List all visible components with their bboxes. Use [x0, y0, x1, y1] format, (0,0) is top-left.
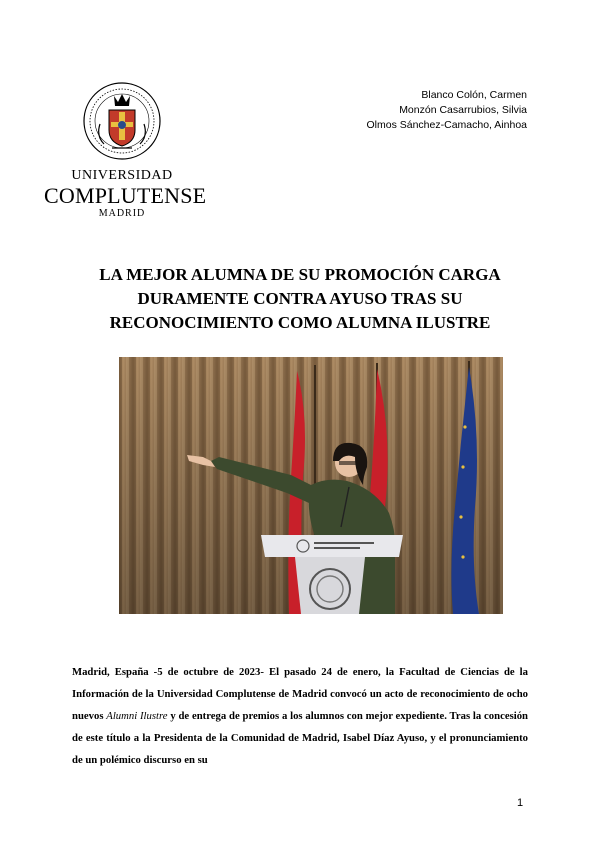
logo-line-madrid: MADRID	[98, 208, 146, 219]
article-body	[72, 661, 528, 771]
article-photo	[119, 357, 503, 614]
author-name: Monzón Casarrubios, Silvia	[399, 104, 527, 116]
university-seal-icon	[82, 80, 162, 162]
headline-line: LA MEJOR ALUMNA DE SU PROMOCIÓN CARGA	[99, 265, 501, 284]
body-italic-term: Alumni Ilustre	[106, 710, 168, 722]
university-logo	[44, 80, 207, 222]
logo-line-universidad: UNIVERSIDAD	[71, 168, 173, 183]
logo-line-complutense: COMPLUTENSE	[44, 183, 207, 208]
body-text-part: Madrid, España -5 de octubre de 2023- El pasado 24 de enero, la Facultad de Ciencias de la Información de la Universidad Complutense de Madrid convocó un acto de reconocimiento de ocho nuevos	[72, 666, 528, 722]
headline	[60, 263, 540, 335]
body-text-part: y de entrega de premios a los alumnos con mejor expediente. Tras la concesión de este título a la Presidenta de la Comunidad de Madrid, Isabel Díaz Ayuso, y el pronunciamiento de un polémico discurso en su	[72, 710, 528, 766]
page-number: 1	[517, 797, 524, 809]
author-name: Blanco Colón, Carmen	[421, 89, 527, 101]
author-name: Olmos Sánchez-Camacho, Ainhoa	[366, 119, 527, 131]
authors-block	[367, 88, 528, 133]
headline-line: RECONOCIMIENTO COMO ALUMNA ILUSTRE	[109, 313, 491, 332]
podium	[261, 535, 403, 557]
headline-line: DURAMENTE CONTRA AYUSO TRAS SU	[137, 289, 463, 308]
